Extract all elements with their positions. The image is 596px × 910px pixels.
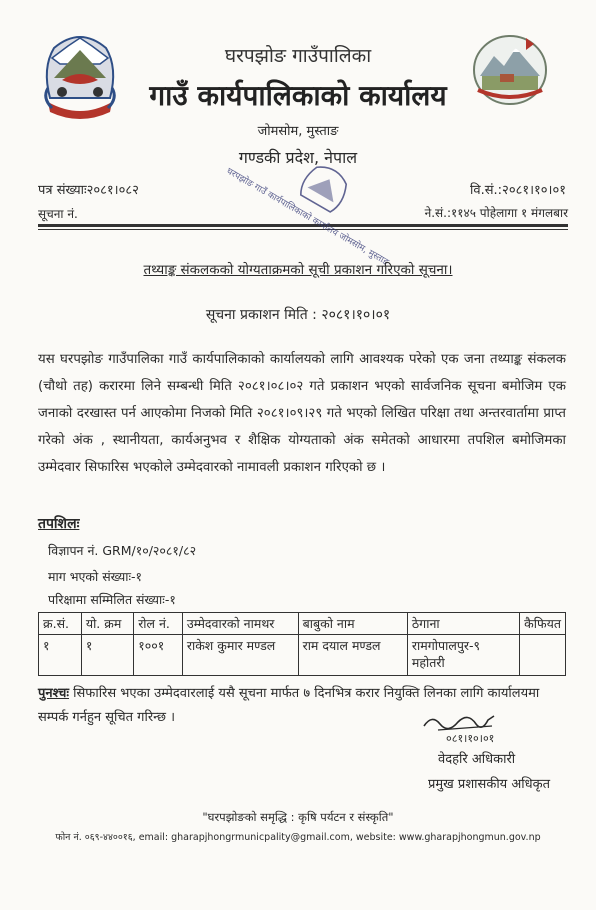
table-header-cell: रोल नं. xyxy=(134,613,183,635)
table-header-cell: बाबुको नाम xyxy=(298,613,407,635)
table-header-cell: यो. क्रम xyxy=(81,613,133,635)
date-ns: ने.सं.:११४५ पोहेलागा १ मंगलबार xyxy=(424,206,568,220)
table-cell: १ xyxy=(39,635,82,676)
stamp-text: घरपझोङ गाउँ कार्यपालिकाको कार्यालय जोमसोम, मुस्ताङ xyxy=(224,166,391,269)
table-header-cell: ठेगाना xyxy=(407,613,519,635)
table-cell: रामगोपालपुर-९ महोतरी xyxy=(407,635,519,676)
table-header-row xyxy=(39,613,566,635)
table-header-cell: क्र.सं. xyxy=(39,613,82,635)
table-cell: १००१ xyxy=(134,635,183,676)
signatory-role: प्रमुख प्रशासकीय अधिकृत xyxy=(428,777,551,792)
office-title: गाउँ कार्यपालिकाको कार्यालय xyxy=(149,79,447,112)
date-bs: वि.सं.:२०८१।१०।०१ xyxy=(470,183,566,198)
participant-count: परिक्षामा सम्मिलित संख्याः-१ xyxy=(48,592,176,607)
table-cell: १ xyxy=(81,635,133,676)
table-cell xyxy=(520,635,566,676)
publish-date: सूचना प्रकाशन मिति : २०८१।१०।०१ xyxy=(205,307,391,323)
letter-number: पत्र संख्याः२०८१।०८२ xyxy=(38,183,139,198)
postscript-label: पुनश्चः xyxy=(38,686,70,701)
table-cell: राकेश कुमार मण्डल xyxy=(182,635,298,676)
table-cell: राम दयाल मण्डल xyxy=(298,635,407,676)
table-header-cell: कैफियत xyxy=(520,613,566,635)
advertisement-number: विज्ञापन नं. GRM/१०/२०८१/८२ xyxy=(48,543,197,558)
signature xyxy=(418,708,558,748)
table-row xyxy=(39,635,566,676)
candidate-table xyxy=(38,612,566,676)
municipality-name: घरपझोङ गाउँपालिका xyxy=(224,45,372,67)
office-location: जोमसोम, मुस्ताङ xyxy=(257,124,339,139)
demand-count: माग भएको संख्याः-१ xyxy=(48,569,143,584)
signature-date: ०८१।१०।०१ xyxy=(446,732,495,745)
signatory-name: वेदहरि अधिकारी xyxy=(438,752,516,767)
footer-contact: फोन नं. ०६९-४४००१६, email: gharapjhongrmunicpality@gmail.com, website: www.gharapjhongmun.gov.np xyxy=(55,832,541,843)
postscript-text: सिफारिस भएका उम्मेदवारलाई यसै सूचना मार्फत ७ दिनभित्र करार नियुक्ति लिनका लागि कार्यालयमा सम्पर्क गर्नहुन सूचित गरिन्छ । xyxy=(38,686,540,725)
table-header-cell: उम्मेदवारको नामथर xyxy=(182,613,298,635)
footer-slogan: "घरपझोङको समृद्धि : कृषि पर्यटन र संस्कृति" xyxy=(202,810,394,824)
notice-subject: तथ्याङ्क संकलकको योग्यताक्रमको सूची प्रकाशन गरिएको सूचना। xyxy=(143,262,453,278)
office-stamp xyxy=(224,158,391,269)
notice-body: यस घरपझोङ गाउँपालिका गाउँ कार्यपालिकाको कार्यालयको लागि आवश्यक परेको एक जना तथ्याङ्क संकलक (चौथो तह) करारमा लिने सम्बन्धी मिति २०८१।०८।०२ गते प्रकाशन भएको सार्वजनिक सूचना बमोजिम एक जनाको दरखास्त पर्न आएकोमा निजको मिति २०८१।०९।२९ गते भएको लिखित परिक्षा तथा अन्तरवार्तामा प्राप्त गरेको अंक , स्थानीयता, कार्यअनुभव र शैक्षिक योग्यताको अंक समेतको आधारमा तपशिल बमोजिमका उम्मेदवार सिफारिस भएकोले उम्मेदवारको नामावली प्रकाशन गरिएको छ । xyxy=(38,352,566,475)
notice-number: सूचना नं. xyxy=(38,207,78,221)
province-country: गण्डकी प्रदेश, नेपाल xyxy=(238,148,358,167)
details-heading: तपशिलः xyxy=(38,516,80,532)
